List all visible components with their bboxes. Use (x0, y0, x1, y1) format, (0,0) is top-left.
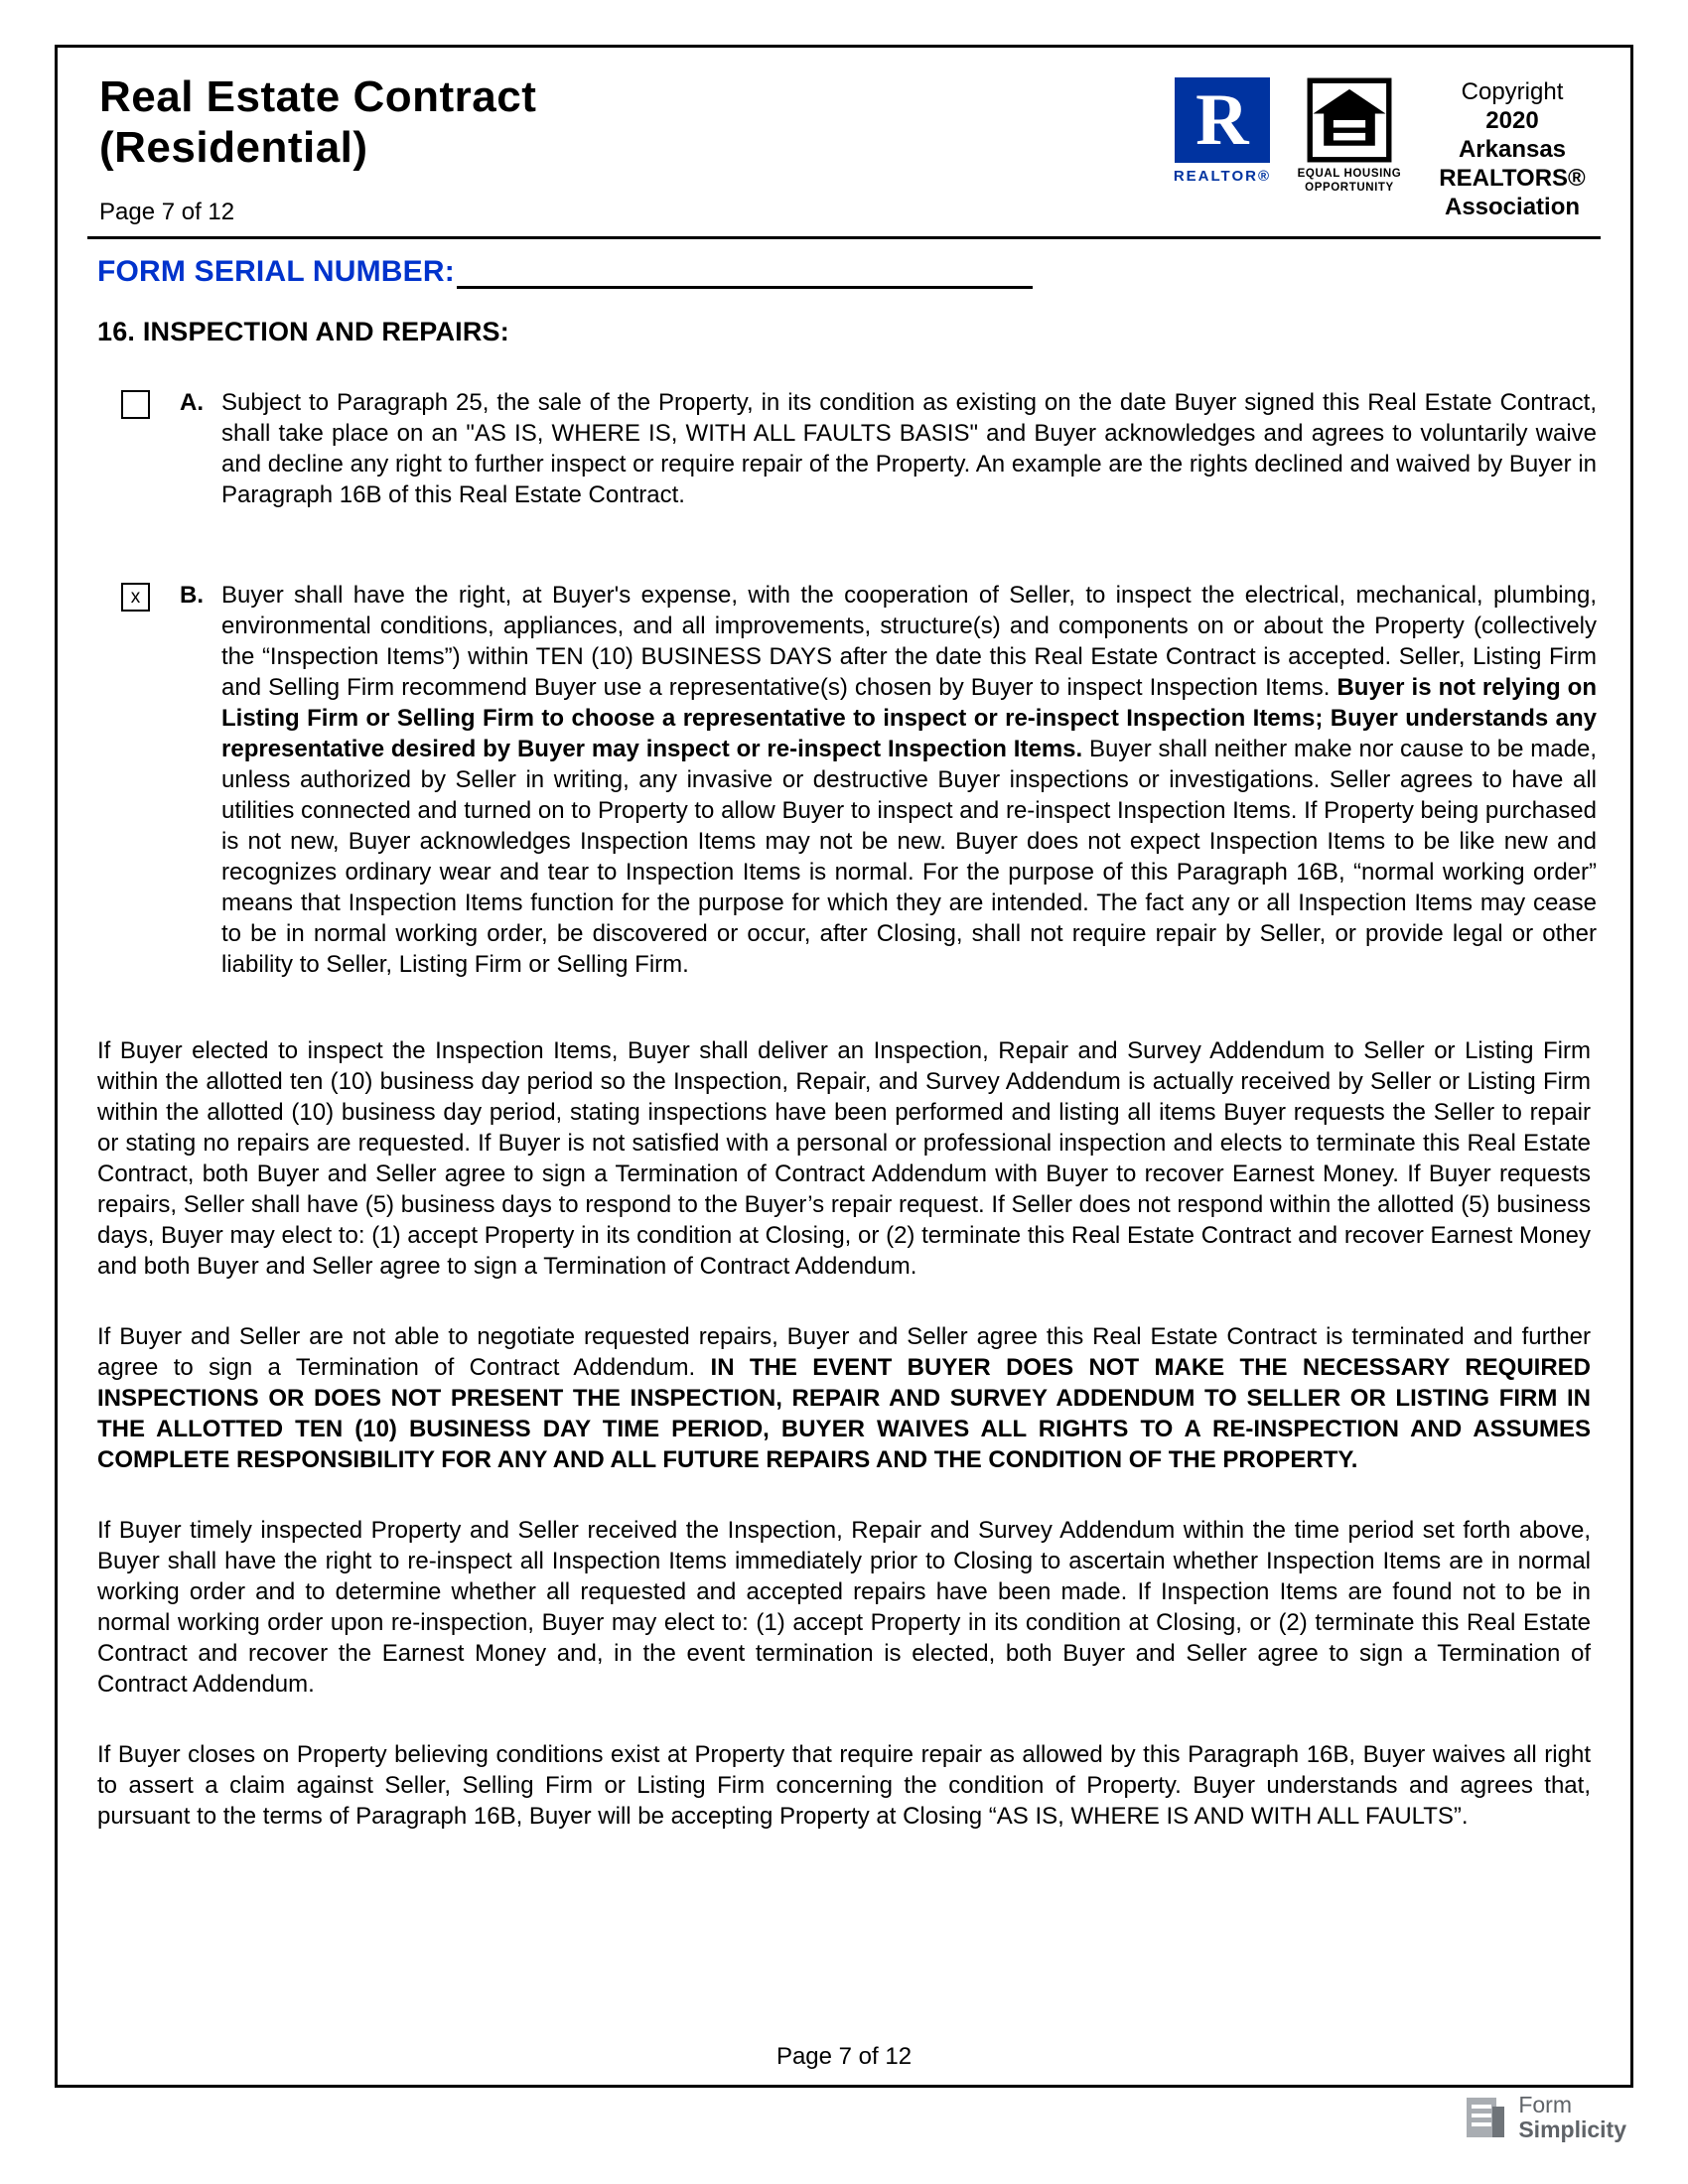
title-block (99, 62, 536, 226)
clause-16b (121, 580, 1597, 980)
page-title (99, 71, 536, 173)
equal-housing-caption-line2: OPPORTUNITY (1305, 182, 1394, 194)
form-simplicity-icon (1463, 2095, 1508, 2140)
paragraph-reinspection-rights: If Buyer timely inspected Property and Seller received the Inspection, Repair and Survey Addendum within the time period set forth above, Buyer shall have the right to re-inspect all Inspection Items immediately prior to Closing to ascertain whether Inspection Items are in normal working order and to determine whether all requested and accepted repairs have been made. If Inspection Items are found not to be in normal working order upon re-inspection, Buyer may elect to: (1) accept Property in its condition at Closing, or (2) terminate this Real Estate Contract and recover the Earnest Money and, in the event termination is elected, both Buyer and Seller agree to sign a Termination of Contract Addendum. (97, 1517, 1591, 1698)
footer-page-number: Page 7 of 12 (775, 2043, 913, 2070)
checkbox-16b[interactable] (121, 583, 150, 612)
copyright-state: Arkansas (1458, 136, 1567, 163)
equal-housing-caption (1298, 167, 1402, 195)
paragraph-inspection-delivery: If Buyer elected to inspect the Inspection Items, Buyer shall deliver an Inspection, Repair and Survey Addendum to Seller or Listing Firm within the allotted ten (10) business day period so the Inspection, Repair, and Survey Addendum is actually received by Seller or Listing Firm within the allotted (10) business day period, stating inspections have been performed and listing all items Buyer requests the Seller to repair or stating no repairs are requested. If Buyer is not satisfied with a personal or professional inspection and elects to terminate this Real Estate Contract, both Buyer and Seller agree to sign a Termination of Contract Addendum with Buyer to recover Earnest Money. If Buyer requests repairs, Seller shall have (5) business days to respond to the Buyer’s repair request. If Seller does not respond within the allotted (5) business days, Buyer may elect to: (1) accept Property in its condition at Closing, or (2) terminate this Real Estate Contract and recover Earnest Money and both Buyer and Seller agree to sign a Termination of Contract Addendum. (97, 1037, 1591, 1280)
copyright-line: Copyright (1461, 78, 1564, 105)
clause-16a-body (180, 387, 1597, 510)
clause-16a-text: Subject to Paragraph 25, the sale of the Property, in its condition as existing on the date Buyer signed this Real Estate Contract, shall take place on an "AS IS, WHERE IS, WITH ALL FAULTS BASIS" and Buyer acknowledges and agrees to voluntarily waive and decline any right to further inspect or require repair of the Property. An example are the rights declined and waived by Buyer in Paragraph 16B of this Real Estate Contract. (221, 389, 1597, 508)
copyright-org-line2: Association (1444, 194, 1581, 220)
checkbox-16a[interactable] (121, 390, 150, 419)
page-number-label: Page 7 of 12 (99, 199, 235, 225)
form-simplicity-text (1518, 2093, 1626, 2142)
paragraph-closing-waiver: If Buyer closes on Property believing conditions exist at Property that require repair as allowed by this Paragraph 16B, Buyer waives all right to assert a claim against Seller, Selling Firm or Listing Firm concerning the condition of Property. Buyer understands and agrees that, pursuant to the terms of Paragraph 16B, Buyer will be accepting Property at Closing “AS IS, WHERE IS AND WITH ALL FAULTS”. (97, 1741, 1591, 1830)
checkbox-16b-mark: x (130, 587, 141, 608)
logo-block (1174, 77, 1597, 221)
copyright-block (1428, 77, 1597, 221)
copyright-year: 2020 (1485, 107, 1539, 134)
form-simplicity-watermark (1463, 2093, 1626, 2142)
paragraph-negotiation-failure: If Buyer and Seller are not able to negotiate requested repairs, Buyer and Seller agree this Real Estate Contract is terminated and further agree to sign a Termination of Contract Addendum. IN THE EVENT BUYER DOES NOT MAKE THE NECESSARY REQUIRED INSPECTIONS OR DOES NOT PRESENT THE INSPECTION, REPAIR AND SURVEY ADDENDUM TO SELLER OR LISTING FIRM IN THE ALLOTTED TEN (10) BUSINESS DAY TIME PERIOD, BUYER WAIVES ALL RIGHTS TO A RE-INSPECTION AND ASSUMES COMPLETE RESPONSIBILITY FOR ANY AND ALL FUTURE REPAIRS AND THE CONDITION OF THE PROPERTY. (97, 1323, 1592, 1473)
contract-page (55, 45, 1633, 2088)
title-line-1: Real Estate Contract (99, 72, 537, 121)
form-simplicity-line2: Simplicity (1518, 2116, 1626, 2142)
section-16-heading: 16. INSPECTION AND REPAIRS: (97, 317, 509, 346)
form-serial-row (97, 255, 1601, 289)
copyright-org-line1: REALTORS® (1439, 165, 1586, 192)
clause-16a (121, 387, 1597, 510)
clause-16b-text: Buyer shall have the right, at Buyer's expense, with the cooperation of Seller, to inspect the electrical, mechanical, plumbing, environmental conditions, appliances, and all improvements, structure(s) and components on or about the Property (collectively the “Inspection Items”) within TEN (10) BUSINESS DAYS after the date this Real Estate Contract is accepted. Seller, Listing Firm and Selling Firm recommend Buyer use a representative(s) chosen by Buyer to inspect Inspection Items. Buyer is not relying on Listing Firm or Selling Firm to choose a representative to inspect or re-inspect Inspection Items; Buyer understands any representative desired by Buyer may inspect or re-inspect Inspection Items. Buyer shall neither make nor cause to be made, unless authorized by Seller in writing, any invasive or destructive Buyer inspections or investigations. Seller agrees to have all utilities connected and turned on to Property to allow Buyer to inspect and re-inspect Inspection Items. If Property being purchased is not new, Buyer acknowledges Inspection Items may not be new. Buyer does not expect Inspection Items to be like new and recognizes ordinary wear and tear to Inspection Items is normal. For the purpose of this Paragraph 16B, “normal working order” means that Inspection Items function for the purpose for which they are intended. The fact any or all Inspection Items may cease to be in normal working order, be discovered or occur, after Closing, shall not require repair by Seller, or provide legal or other liability to Seller, Listing Firm or Selling Firm. (221, 582, 1597, 978)
form-simplicity-line1: Form (1518, 2092, 1573, 2117)
clause-16b-letter: B. (180, 582, 204, 609)
equal-housing-logo (1291, 77, 1408, 195)
clause-16b-body (180, 580, 1597, 980)
realtor-letter: R (1196, 79, 1249, 161)
equal-housing-icon (1307, 77, 1392, 163)
form-serial-label: FORM SERIAL NUMBER: (97, 255, 455, 288)
realtor-r-icon (1175, 77, 1270, 163)
clause-16a-letter: A. (180, 389, 204, 416)
header-divider (87, 236, 1601, 239)
form-serial-number-field[interactable] (457, 258, 1033, 289)
page-header (87, 62, 1601, 226)
realtor-caption: REALTOR® (1173, 168, 1271, 185)
realtor-logo (1174, 77, 1271, 185)
equal-housing-caption-line1: EQUAL HOUSING (1297, 168, 1402, 180)
title-line-2: (Residential) (99, 123, 368, 172)
